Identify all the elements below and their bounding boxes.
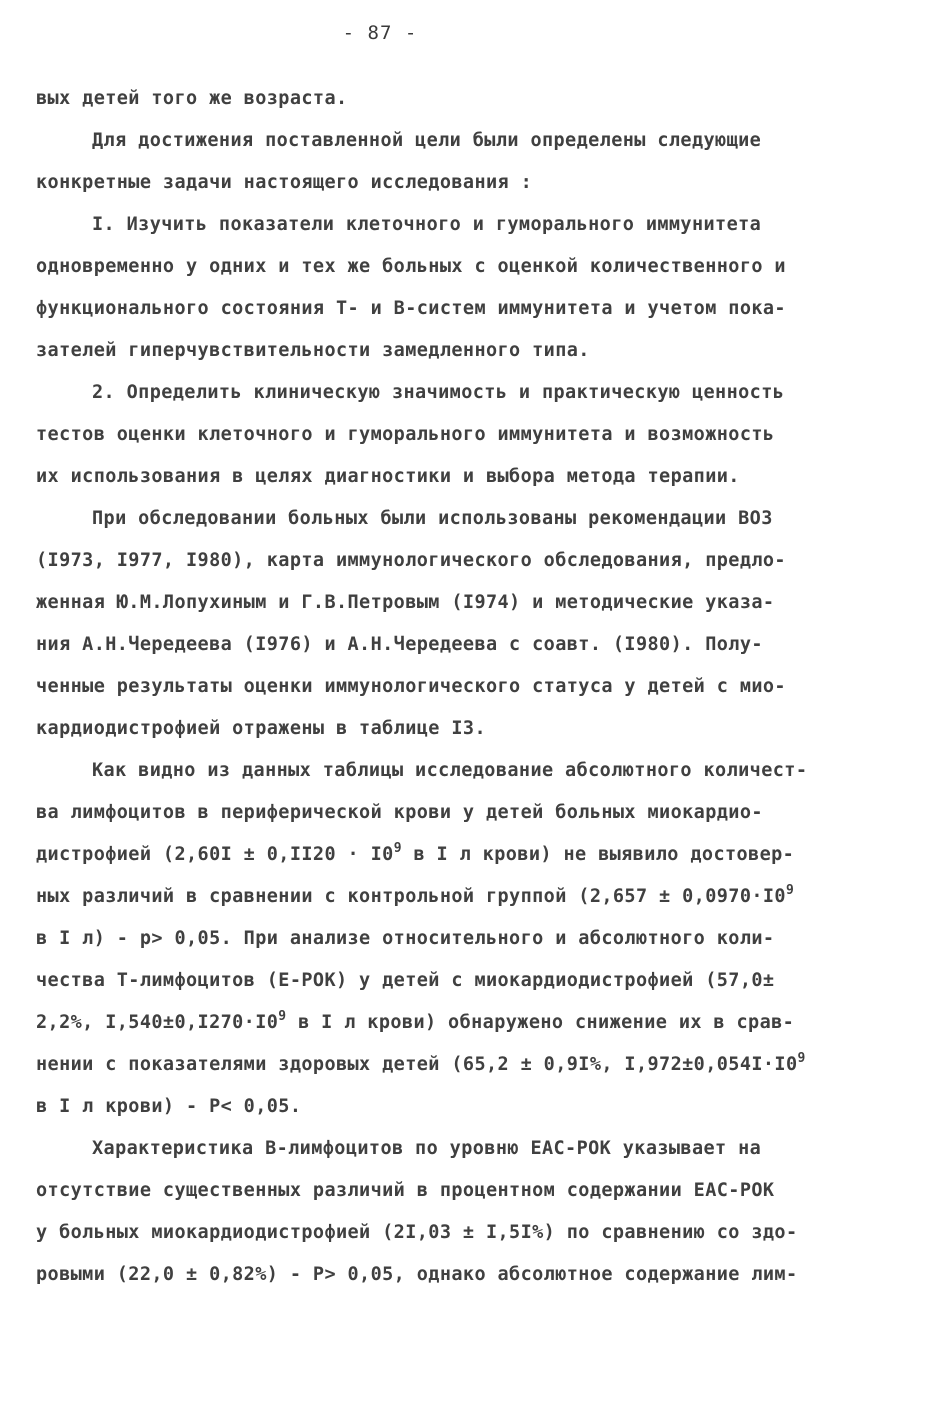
exponent: 9 (797, 1051, 806, 1066)
text-segment: в I л крови) обнаружено снижение их в срав- (286, 1012, 795, 1033)
text-line: При обследовании больных были использованы рекомендации ВОЗ (92, 508, 773, 529)
text-line: ровыми (22,0 ± 0,82%) - Р> 0,05, однако абсолютное содержание лим- (36, 1264, 798, 1285)
exponent: 9 (393, 841, 402, 856)
page-number: - 87 - (342, 22, 418, 44)
text-line: отсутствие существенных различий в процентном содержании ЕАС-РОК (36, 1180, 775, 1201)
text-line: ченные результаты оценки иммунологического статуса у детей с мио- (36, 676, 786, 697)
text-line: вых детей того же возраста. (36, 88, 348, 109)
text-line: Для достижения поставленной цели были определены следующие (92, 130, 762, 151)
text-line: их использования в целях диагностики и выбора метода терапии. (36, 466, 740, 487)
text-line: Как видно из данных таблицы исследование абсолютного количест- (92, 760, 808, 781)
text-segment: ных различий в сравнении с контрольной группой (2,657 ± 0,0970·I0 (36, 886, 786, 907)
text-line: тестов оценки клеточного и гуморального иммунитета и возможность (36, 424, 775, 445)
text-line: кардиодистрофией отражены в таблице I3. (36, 718, 486, 739)
text-line: у больных миокардиодистрофией (2I,03 ± I,5I%) по сравнению со здо- (36, 1222, 798, 1243)
text-line: конкретные задачи настоящего исследования : (36, 172, 533, 193)
text-segment: 2,2%, I,540±0,I270·I0 (36, 1012, 279, 1033)
text-segment: нении с показателями здоровых детей (65,2 ± 0,9I%, I,972±0,054I·I0 (36, 1054, 798, 1075)
text-line: в I л крови) - Р< 0,05. (36, 1096, 302, 1117)
text-segment: дистрофией (2,60I ± 0,II20 · I0 (36, 844, 394, 865)
text-line: 2. Определить клиническую значимость и практическую ценность (92, 382, 785, 403)
exponent: 9 (785, 883, 795, 898)
text-line (36, 841, 795, 865)
text-segment: в I л крови) не выявило достовер- (401, 844, 795, 865)
text-line: одновременно у одних и тех же больных с оценкой количественного и (36, 256, 786, 277)
text-line: функционального состояния Т- и В-систем иммунитета и учетом пока- (36, 298, 786, 319)
text-line: Характеристика В-лимфоцитов по уровню ЕАС-РОК указывает на (92, 1138, 762, 1159)
text-line (36, 883, 795, 907)
text-line: в I л) - р> 0,05. При анализе относительного и абсолютного коли- (36, 928, 775, 949)
text-line (36, 1051, 806, 1075)
text-line: чества Т-лимфоцитов (Е-РОК) у детей с миокардиодистрофией (57,0± (36, 970, 775, 991)
text-line: I. Изучить показатели клеточного и гуморального иммунитета (92, 214, 762, 235)
text-line: ва лимфоцитов в периферической крови у детей больных миокардио- (36, 802, 763, 823)
text-line: женная Ю.М.Лопухиным и Г.В.Петровым (I974) и методические указа- (36, 592, 775, 613)
exponent: 9 (278, 1009, 287, 1024)
text-line: зателей гиперчувствительности замедленного типа. (36, 340, 590, 361)
text-line: (I973, I977, I980), карта иммунологического обследования, предло- (36, 550, 786, 571)
text-line (36, 1009, 795, 1033)
text-line: ния А.Н.Чередеева (I976) и А.Н.Чередеева с соавт. (I980). Полу- (36, 634, 763, 655)
